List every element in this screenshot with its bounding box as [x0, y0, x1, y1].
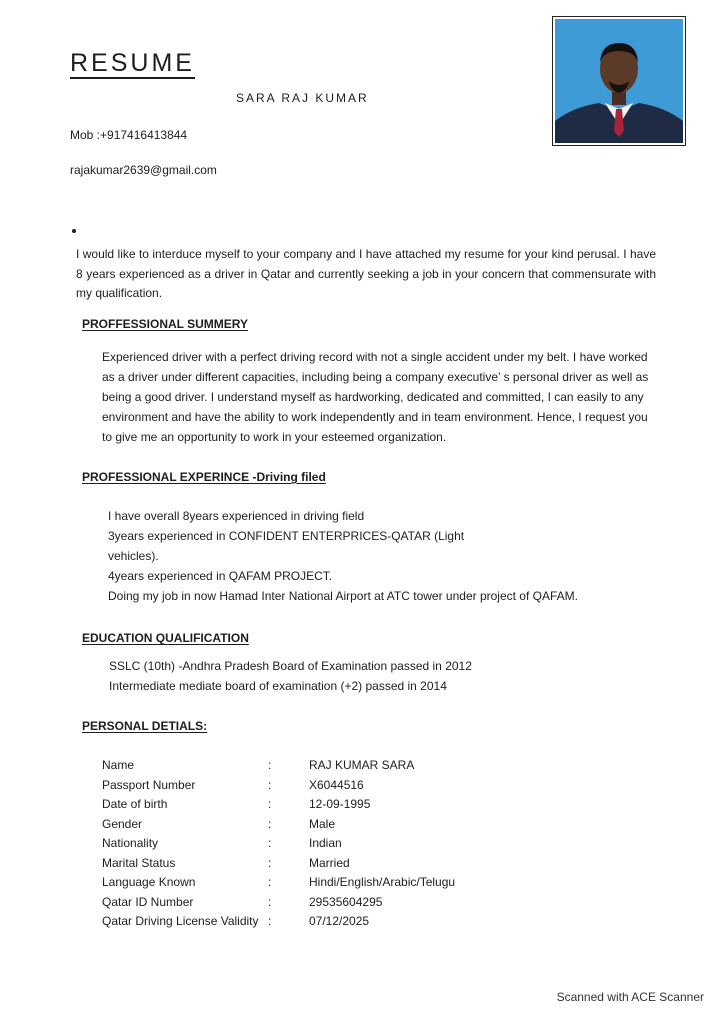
detail-value: Hindi/English/Arabic/Telugu: [309, 875, 456, 889]
education-heading: EDUCATION QUALIFICATION: [82, 631, 249, 645]
detail-value: Indian: [309, 836, 342, 850]
detail-separator: :: [268, 816, 272, 831]
detail-label: Name: [102, 758, 135, 772]
detail-row: [102, 815, 522, 835]
detail-row: [102, 776, 522, 796]
detail-value: X6044516: [309, 777, 364, 792]
detail-value: Married: [309, 855, 350, 870]
detail-row: [102, 834, 522, 854]
personal-heading: PERSONAL DETIALS:: [82, 719, 208, 733]
detail-row: [102, 912, 522, 932]
detail-label: Language Known: [102, 875, 196, 889]
detail-separator: :: [268, 855, 272, 870]
experience-line: I have overall 8years experienced in driving field: [108, 509, 365, 523]
personal-details-table: [102, 756, 522, 932]
detail-separator: :: [268, 758, 272, 772]
detail-separator: :: [268, 914, 272, 928]
detail-label: Date of birth: [102, 797, 168, 811]
detail-row: [102, 873, 522, 893]
experience-line: 4years experienced in QAFAM PROJECT.: [108, 569, 333, 583]
resume-title: RESUME: [70, 49, 195, 77]
education-line: Intermediate mediate board of examination (+2) passed in 2014: [109, 679, 447, 693]
detail-value: 12-09-1995: [309, 797, 371, 811]
detail-value: 29535604295: [309, 894, 383, 909]
introduction-paragraph: I would like to interduce myself to your company and I have attached my resume for your kind perusal. I have 8 years experienced as a driver in Qatar and currently seeking a job in your concern that commensurate with my qualification.: [76, 247, 656, 300]
scanner-watermark: Scanned with ACE Scanner: [556, 990, 704, 1004]
detail-separator: :: [268, 797, 272, 811]
summary-heading: PROFFESSIONAL SUMMERY: [82, 317, 249, 331]
detail-label: Marital Status: [102, 855, 176, 870]
detail-separator: :: [268, 894, 272, 909]
experience-line: Doing my job in now Hamad Inter National Airport at ATC tower under project of QAFAM.: [108, 589, 578, 603]
experience-line: 3years experienced in CONFIDENT ENTERPRICES-QATAR (Light: [108, 529, 465, 543]
detail-separator: :: [268, 875, 272, 889]
detail-value: 07/12/2025: [309, 914, 370, 928]
education-line: SSLC (10th) -Andhra Pradesh Board of Examination passed in 2012: [109, 659, 472, 673]
bullet-marker: [72, 229, 76, 233]
profile-photo: [552, 16, 686, 146]
detail-separator: :: [268, 777, 272, 792]
detail-row: [102, 893, 522, 913]
education-list: [109, 656, 472, 696]
detail-label: Qatar ID Number: [102, 894, 194, 909]
email-address: rajakumar2639@gmail.com: [70, 163, 217, 177]
detail-label: Nationality: [102, 836, 159, 850]
summary-paragraph: Experienced driver with a perfect driving record with not a single accident under my belt. I have worked as a driver under different capacities, including being a company executive’ s personal driver as well as being a good driver. I understand myself as hardworking, dedicated and committed, I can easily to any environment and have the ability to work independently and in team environment. Hence, I request you to give me an opportunity to work in your esteemed organization.: [102, 350, 649, 444]
detail-label: Qatar Driving License Validity: [102, 914, 259, 928]
candidate-name: SARA RAJ KUMAR: [236, 91, 369, 105]
experience-line: vehicles).: [108, 549, 159, 563]
mobile-number: Mob :+917416413844: [70, 128, 188, 142]
detail-row: [102, 854, 522, 874]
experience-heading: PROFESSIONAL EXPERINCE -Driving filed: [82, 470, 326, 484]
detail-row: [102, 795, 522, 815]
experience-list: [108, 506, 628, 606]
detail-label: Passport Number: [102, 777, 196, 792]
detail-value: Male: [309, 816, 336, 831]
detail-row: [102, 756, 522, 776]
detail-label: Gender: [102, 816, 143, 831]
detail-value: RAJ KUMAR SARA: [309, 758, 415, 772]
detail-separator: :: [268, 836, 272, 850]
